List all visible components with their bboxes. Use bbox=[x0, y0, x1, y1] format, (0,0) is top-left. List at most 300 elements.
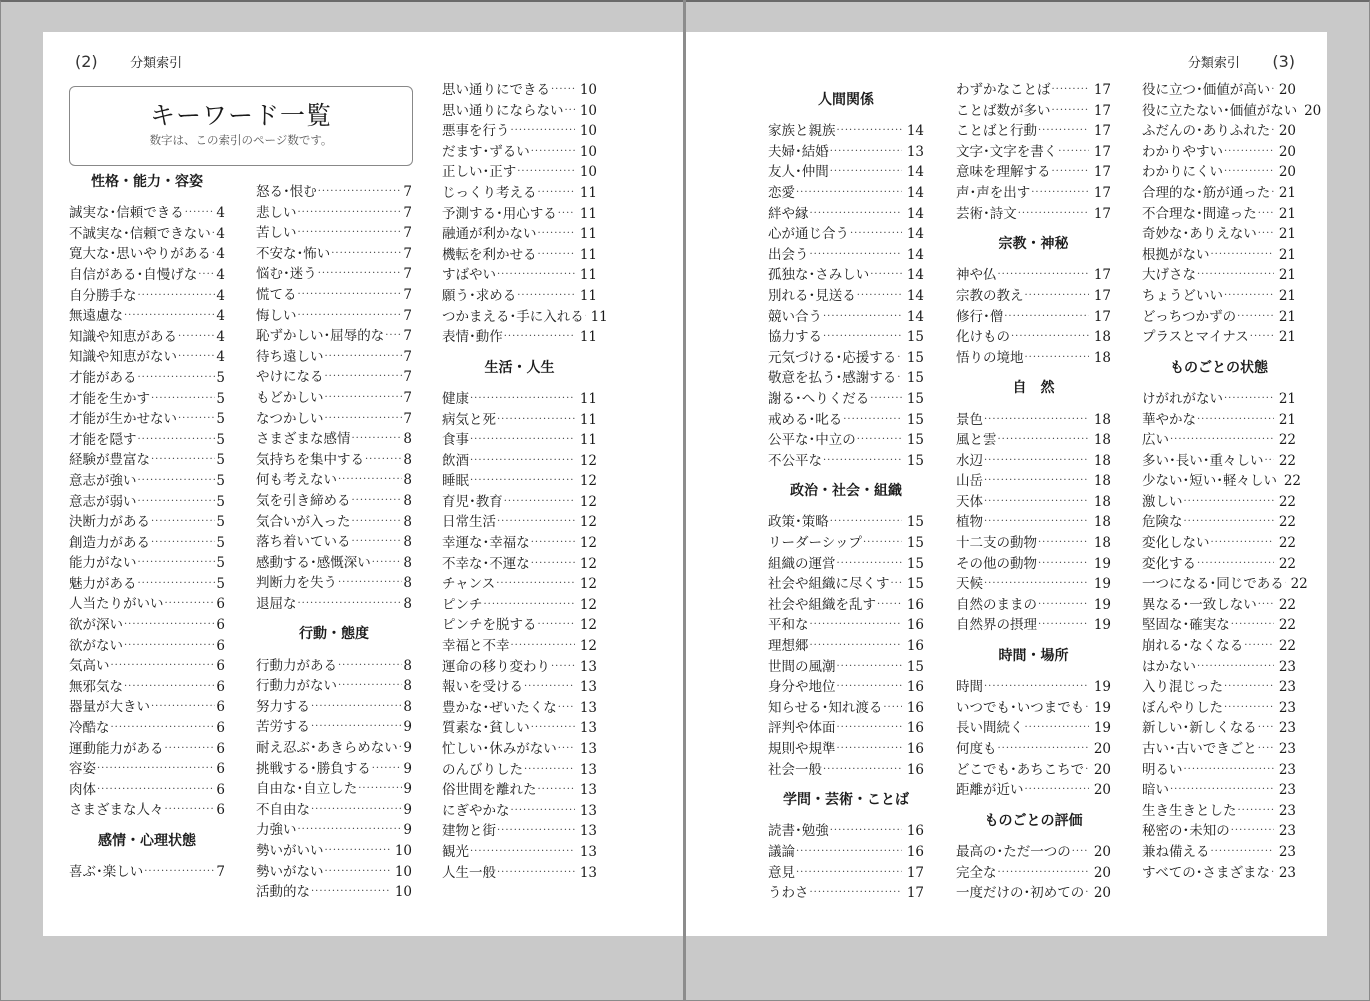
index-entry bbox=[256, 182, 412, 203]
index-entry bbox=[442, 863, 597, 884]
entry-page-number: 8 bbox=[403, 534, 412, 551]
dot-leader bbox=[537, 780, 576, 801]
dot-leader bbox=[1223, 698, 1274, 719]
entry-page-number: 16 bbox=[906, 596, 924, 613]
entry-keyword: 声･声を出す bbox=[956, 184, 1031, 201]
entry-page-number: 13 bbox=[906, 143, 924, 160]
index-entry bbox=[1142, 574, 1308, 595]
entry-keyword: 激しい bbox=[1142, 493, 1183, 510]
dot-leader bbox=[836, 677, 903, 698]
entry-keyword: 無邪気な bbox=[69, 678, 123, 695]
index-entry bbox=[442, 101, 597, 122]
index-entry bbox=[442, 451, 597, 472]
entry-keyword: 正しい･正す bbox=[442, 164, 517, 181]
index-entry bbox=[256, 470, 412, 491]
entry-keyword: 元気づける･応援する bbox=[768, 349, 897, 366]
entry-page-number: 15 bbox=[906, 535, 924, 552]
index-entry bbox=[1142, 451, 1296, 472]
dot-leader bbox=[351, 491, 403, 512]
dot-leader bbox=[1223, 677, 1274, 698]
index-entry bbox=[956, 533, 1111, 554]
dot-leader bbox=[997, 430, 1090, 451]
entry-keyword: 観光 bbox=[442, 843, 469, 860]
entry-keyword: 水辺 bbox=[956, 452, 983, 469]
index-entry bbox=[442, 265, 597, 286]
entry-keyword: 睡眠 bbox=[442, 473, 469, 490]
entry-page-number: 18 bbox=[1093, 432, 1111, 449]
entry-keyword: 完全な bbox=[956, 864, 997, 881]
entry-page-number: 6 bbox=[216, 720, 225, 737]
dot-leader bbox=[836, 121, 903, 142]
dot-leader bbox=[530, 554, 575, 575]
dot-leader bbox=[997, 739, 1090, 760]
dot-leader bbox=[469, 471, 575, 492]
dot-leader bbox=[1223, 389, 1274, 410]
entry-page-number: 6 bbox=[216, 699, 225, 716]
entry-keyword: 堅固な･確実な bbox=[1142, 617, 1230, 634]
index-entry bbox=[442, 677, 597, 698]
index-entry bbox=[1142, 327, 1296, 348]
index-entry bbox=[69, 553, 225, 574]
dot-leader bbox=[829, 142, 902, 163]
dot-leader bbox=[822, 451, 902, 472]
entry-page-number: 17 bbox=[1093, 102, 1111, 119]
index-entry bbox=[768, 677, 924, 698]
index-entry bbox=[956, 162, 1111, 183]
dot-leader bbox=[516, 286, 575, 307]
entry-page-number: 18 bbox=[1093, 514, 1111, 531]
index-entry bbox=[768, 842, 924, 863]
dot-leader bbox=[1169, 430, 1274, 451]
entry-keyword: 戒める･叱る bbox=[768, 411, 843, 428]
index-entry bbox=[1142, 245, 1296, 266]
index-entry bbox=[768, 554, 924, 575]
index-column-5 bbox=[956, 32, 1111, 904]
entry-page-number: 18 bbox=[1093, 411, 1111, 428]
entry-keyword: 才能を隠す bbox=[69, 431, 137, 448]
section-heading: ものごとの評価 bbox=[984, 812, 1083, 829]
entry-page-number: 23 bbox=[1278, 864, 1296, 881]
entry-page-number: 15 bbox=[906, 329, 924, 346]
dot-leader bbox=[1243, 636, 1274, 657]
spacer bbox=[956, 32, 1111, 80]
dot-leader bbox=[1223, 286, 1274, 307]
entry-page-number: 12 bbox=[579, 493, 597, 510]
entry-keyword: 入り混じった bbox=[1142, 679, 1223, 696]
dot-leader bbox=[297, 306, 403, 327]
entry-keyword: 修行･僧 bbox=[956, 308, 1004, 325]
entry-keyword: 行動力がある bbox=[256, 657, 337, 674]
index-entry bbox=[956, 142, 1111, 163]
entry-keyword: 意味を理解する bbox=[956, 164, 1051, 181]
entry-page-number: 4 bbox=[216, 205, 225, 222]
index-entry bbox=[256, 532, 412, 553]
entry-keyword: 無遠慮な bbox=[69, 308, 123, 325]
index-entry bbox=[1142, 554, 1296, 575]
entry-keyword: 評判や体面 bbox=[768, 720, 836, 737]
entry-keyword: 古い･古いできごと bbox=[1142, 741, 1257, 757]
dot-leader bbox=[1010, 327, 1089, 348]
dot-leader bbox=[324, 862, 391, 883]
dot-leader bbox=[96, 780, 215, 801]
dot-leader bbox=[324, 409, 403, 430]
dot-leader bbox=[177, 409, 215, 430]
entry-page-number: 20 bbox=[1093, 864, 1111, 881]
index-entry bbox=[956, 718, 1111, 739]
index-entry bbox=[768, 224, 924, 245]
entry-page-number: 22 bbox=[1278, 555, 1296, 572]
index-entry bbox=[1142, 389, 1296, 410]
index-entry bbox=[442, 286, 597, 307]
index-entry bbox=[768, 265, 924, 286]
entry-page-number: 7 bbox=[403, 245, 412, 262]
entry-page-number: 7 bbox=[403, 348, 412, 365]
page-number: (2) bbox=[75, 52, 98, 71]
index-entry bbox=[768, 739, 924, 760]
entry-keyword: 明るい bbox=[1142, 761, 1183, 778]
dot-leader bbox=[1196, 554, 1274, 575]
entry-page-number: 20 bbox=[1278, 82, 1296, 98]
index-entry bbox=[256, 594, 412, 615]
dot-leader bbox=[297, 285, 403, 306]
index-entry bbox=[256, 347, 412, 368]
entry-keyword: 気高い bbox=[69, 658, 110, 675]
index-entry bbox=[69, 800, 225, 821]
entry-page-number: 16 bbox=[906, 720, 924, 737]
index-entry bbox=[956, 842, 1111, 863]
entry-keyword: 力強い bbox=[256, 822, 297, 839]
dot-leader bbox=[337, 470, 402, 491]
entry-keyword: ピンチを脱する bbox=[442, 617, 537, 634]
entry-page-number: 9 bbox=[403, 760, 412, 777]
entry-keyword: リーダーシップ bbox=[768, 535, 862, 552]
index-entry bbox=[256, 779, 412, 800]
entry-keyword: 変化しない bbox=[1142, 535, 1210, 552]
entry-page-number: 7 bbox=[403, 204, 412, 221]
dot-leader bbox=[1230, 615, 1274, 636]
entry-keyword: 謝る･へりくだる bbox=[768, 390, 870, 407]
entry-page-number: 15 bbox=[906, 411, 924, 428]
entry-keyword: 豊かな･ぜいたくな bbox=[442, 699, 557, 716]
dot-leader bbox=[1223, 162, 1274, 183]
dot-leader bbox=[856, 286, 902, 307]
entry-keyword: 役に立たない･価値がない bbox=[1142, 102, 1298, 119]
entry-page-number: 11 bbox=[579, 287, 597, 304]
index-entry bbox=[69, 327, 225, 348]
dot-leader bbox=[564, 101, 576, 122]
entry-keyword: 決断力がある bbox=[69, 514, 150, 531]
entry-keyword: 恥ずかしい･屈辱的な bbox=[256, 328, 385, 345]
entry-keyword: 自信がある･自慢げな bbox=[69, 266, 198, 283]
entry-keyword: 読書･勉強 bbox=[768, 823, 829, 840]
entry-page-number: 21 bbox=[1278, 308, 1296, 325]
entry-page-number: 12 bbox=[579, 535, 597, 552]
index-entry bbox=[768, 821, 924, 842]
dot-leader bbox=[869, 265, 902, 286]
dot-leader bbox=[123, 636, 215, 657]
entry-page-number: 17 bbox=[906, 864, 924, 881]
entry-page-number: 5 bbox=[216, 411, 225, 428]
page-subtitle: 数字は、この索引のページ数です。 bbox=[149, 133, 333, 147]
dot-leader bbox=[384, 326, 402, 347]
index-entry bbox=[956, 410, 1111, 431]
dot-leader bbox=[1057, 142, 1089, 163]
entry-page-number: 7 bbox=[403, 225, 412, 242]
dot-leader bbox=[469, 430, 575, 451]
entry-page-number: 14 bbox=[906, 123, 924, 140]
entry-keyword: どっちつかずの bbox=[1142, 308, 1237, 325]
entry-page-number: 9 bbox=[403, 781, 412, 798]
section-heading: 宗教・神秘 bbox=[998, 236, 1069, 253]
entry-keyword: すばやい bbox=[442, 267, 496, 284]
index-entry bbox=[768, 204, 924, 225]
index-entry bbox=[1142, 492, 1296, 513]
dot-leader bbox=[177, 347, 215, 368]
dot-leader bbox=[1249, 327, 1274, 348]
dot-leader bbox=[495, 574, 575, 595]
entry-page-number: 18 bbox=[1093, 349, 1111, 366]
index-entry bbox=[956, 492, 1111, 513]
entry-keyword: 挑戦する･勝負する bbox=[256, 760, 371, 777]
entry-page-number: 11 bbox=[579, 267, 597, 284]
entry-keyword: だます･ずるい bbox=[442, 143, 530, 160]
entry-page-number: 8 bbox=[403, 698, 412, 715]
index-entry bbox=[442, 142, 597, 163]
index-entry bbox=[956, 863, 1111, 884]
running-title: 分類索引 bbox=[130, 56, 183, 71]
entry-keyword: 願う･求める bbox=[442, 287, 517, 304]
index-entry bbox=[768, 718, 924, 739]
entry-keyword: 運動能力がある bbox=[69, 740, 164, 757]
entry-keyword: 神や仏 bbox=[956, 267, 997, 284]
dot-leader bbox=[983, 410, 1089, 431]
entry-keyword: 才能が生かせない bbox=[69, 411, 177, 428]
dot-leader bbox=[1024, 718, 1090, 739]
dot-leader bbox=[1037, 554, 1089, 575]
index-entry bbox=[768, 245, 924, 266]
entry-keyword: 質素な･貧しい bbox=[442, 720, 530, 737]
dot-leader bbox=[550, 657, 575, 678]
entry-keyword: 才能を生かす bbox=[69, 390, 150, 407]
index-entry bbox=[1142, 80, 1296, 101]
entry-page-number: 21 bbox=[1278, 390, 1296, 407]
entry-page-number: 18 bbox=[1093, 452, 1111, 469]
entry-keyword: 経験が豊富な bbox=[69, 452, 150, 469]
dot-leader bbox=[110, 718, 216, 739]
dot-leader bbox=[496, 410, 575, 431]
index-entry bbox=[442, 554, 597, 575]
dot-leader bbox=[1210, 533, 1275, 554]
dot-leader bbox=[1024, 780, 1090, 801]
index-entry bbox=[768, 615, 924, 636]
entry-page-number: 9 bbox=[403, 740, 412, 757]
dot-leader bbox=[137, 430, 216, 451]
entry-keyword: 知識や知恵がない bbox=[69, 349, 177, 366]
entry-page-number: 20 bbox=[1093, 761, 1111, 778]
index-entry bbox=[768, 574, 924, 595]
dot-leader bbox=[297, 203, 403, 224]
dot-leader bbox=[1183, 760, 1275, 781]
entry-page-number: 17 bbox=[1093, 82, 1111, 98]
entry-keyword: 何も考えない bbox=[256, 472, 337, 489]
dot-leader bbox=[150, 512, 215, 533]
dot-leader bbox=[1196, 265, 1274, 286]
dot-leader bbox=[177, 327, 215, 348]
entry-keyword: 運命の移り変わり bbox=[442, 658, 550, 675]
dot-leader bbox=[123, 677, 215, 698]
entry-page-number: 15 bbox=[906, 432, 924, 449]
dot-leader bbox=[1051, 101, 1090, 122]
entry-keyword: 判断力を失う bbox=[256, 575, 337, 592]
index-entry bbox=[256, 285, 412, 306]
entry-keyword: 心が通じ合う bbox=[768, 226, 849, 243]
entry-keyword: 自然界の摂理 bbox=[956, 617, 1037, 634]
entry-keyword: 才能がある bbox=[69, 369, 137, 386]
entry-page-number: 21 bbox=[1278, 287, 1296, 304]
index-entry bbox=[69, 533, 225, 554]
entry-page-number: 19 bbox=[1093, 617, 1111, 634]
entry-keyword: 喜ぶ･楽しい bbox=[69, 864, 144, 881]
entry-page-number: 18 bbox=[1093, 473, 1111, 490]
entry-page-number: 12 bbox=[579, 617, 597, 634]
entry-page-number: 5 bbox=[216, 555, 225, 572]
index-entry bbox=[768, 162, 924, 183]
entry-page-number: 7 bbox=[403, 266, 412, 283]
entry-keyword: 人生一般 bbox=[442, 864, 496, 881]
entry-page-number: 20 bbox=[1093, 843, 1111, 860]
entry-page-number: 12 bbox=[579, 576, 597, 593]
index-entry bbox=[256, 450, 412, 471]
dot-leader bbox=[1257, 739, 1274, 760]
index-entry bbox=[442, 739, 597, 760]
entry-keyword: 苦しい bbox=[256, 225, 297, 242]
dot-leader bbox=[856, 430, 902, 451]
index-entry bbox=[1142, 677, 1296, 698]
entry-keyword: 自然のままの bbox=[956, 596, 1037, 613]
index-entry bbox=[69, 677, 225, 698]
section-heading: ものごとの状態 bbox=[1170, 359, 1268, 376]
index-entry bbox=[256, 697, 412, 718]
entry-keyword: 努力する bbox=[256, 698, 310, 715]
dot-leader bbox=[557, 204, 575, 225]
entry-page-number: 21 bbox=[1278, 205, 1296, 222]
entry-page-number: 22 bbox=[1278, 638, 1296, 655]
entry-keyword: 植物 bbox=[956, 514, 983, 531]
dot-leader bbox=[483, 595, 576, 616]
index-entry bbox=[1142, 760, 1296, 781]
entry-page-number: 10 bbox=[394, 843, 412, 859]
dot-leader bbox=[324, 388, 403, 409]
dot-leader bbox=[530, 718, 575, 739]
entry-keyword: なつかしい bbox=[256, 410, 324, 427]
index-entry bbox=[768, 760, 924, 781]
dot-leader bbox=[123, 306, 215, 327]
dot-leader bbox=[351, 532, 403, 553]
index-entry bbox=[442, 121, 597, 142]
dot-leader bbox=[123, 615, 215, 636]
entry-page-number: 23 bbox=[1278, 802, 1296, 819]
entry-page-number: 22 bbox=[1278, 514, 1296, 531]
entry-keyword: 悟りの境地 bbox=[956, 349, 1024, 366]
section-heading: 性格・能力・容姿 bbox=[91, 174, 203, 190]
entry-keyword: 意見 bbox=[768, 864, 795, 881]
entry-page-number: 7 bbox=[403, 307, 412, 324]
right-page bbox=[686, 32, 1327, 936]
entry-keyword: 友人･仲間 bbox=[768, 164, 829, 181]
dot-leader bbox=[836, 718, 903, 739]
entry-keyword: 不幸な･不運な bbox=[442, 555, 530, 572]
entry-page-number: 11 bbox=[579, 205, 597, 222]
entry-page-number: 7 bbox=[403, 369, 412, 386]
entry-keyword: 食事 bbox=[442, 432, 469, 449]
page-number: (3) bbox=[1272, 52, 1295, 71]
entry-keyword: けがれがない bbox=[1142, 390, 1223, 407]
index-entry bbox=[69, 203, 225, 224]
entry-page-number: 21 bbox=[1278, 246, 1296, 263]
entry-page-number: 6 bbox=[216, 761, 225, 778]
dot-leader bbox=[983, 677, 1089, 698]
entry-keyword: 自由な･自立した bbox=[256, 781, 358, 798]
page-title: キーワード一覧 bbox=[149, 101, 332, 130]
entry-keyword: 知識や知恵がある bbox=[69, 328, 177, 345]
entry-page-number: 15 bbox=[906, 514, 924, 531]
entry-keyword: はかない bbox=[1142, 658, 1196, 675]
dot-leader bbox=[1183, 512, 1275, 533]
entry-page-number: 14 bbox=[906, 226, 924, 243]
entry-keyword: 恋愛 bbox=[768, 184, 795, 201]
entry-page-number: 7 bbox=[403, 328, 412, 345]
index-entry bbox=[69, 574, 225, 595]
entry-keyword: 時間 bbox=[956, 679, 983, 696]
dot-leader bbox=[809, 204, 903, 225]
dot-leader bbox=[137, 368, 216, 389]
dot-leader bbox=[1257, 718, 1274, 739]
entry-page-number: 5 bbox=[216, 575, 225, 592]
entry-page-number: 13 bbox=[579, 720, 597, 737]
section-heading: 行動・態度 bbox=[299, 626, 369, 643]
entry-keyword: わかりにくい bbox=[1142, 164, 1223, 181]
index-entry bbox=[442, 430, 597, 451]
entry-page-number: 11 bbox=[590, 308, 608, 325]
index-entry bbox=[69, 244, 225, 265]
entry-keyword: 新しい･新しくなる bbox=[1142, 720, 1257, 737]
index-entry bbox=[956, 677, 1111, 698]
entry-page-number: 17 bbox=[1093, 184, 1111, 201]
entry-page-number: 13 bbox=[579, 741, 597, 757]
entry-page-number: 5 bbox=[216, 431, 225, 448]
entry-page-number: 4 bbox=[216, 246, 225, 263]
entry-page-number: 21 bbox=[1278, 267, 1296, 284]
section-heading: 生活・人生 bbox=[484, 359, 555, 376]
entry-page-number: 12 bbox=[579, 638, 597, 655]
spacer bbox=[69, 32, 225, 162]
index-entry bbox=[256, 367, 412, 388]
entry-page-number: 15 bbox=[906, 555, 924, 572]
entry-keyword: 不安な･怖い bbox=[256, 245, 331, 262]
dot-leader bbox=[1237, 801, 1275, 822]
entry-keyword: 耐え忍ぶ･あきらめない bbox=[256, 740, 398, 757]
dot-leader bbox=[809, 883, 903, 904]
entry-page-number: 18 bbox=[1093, 329, 1111, 346]
index-entry bbox=[256, 429, 412, 450]
index-entry bbox=[69, 492, 225, 513]
entry-keyword: 不自由な bbox=[256, 801, 310, 818]
entry-keyword: 病気と死 bbox=[442, 411, 496, 428]
dot-leader bbox=[530, 142, 575, 163]
entry-page-number: 22 bbox=[1278, 452, 1296, 469]
entry-page-number: 8 bbox=[403, 431, 412, 448]
index-entry bbox=[256, 223, 412, 244]
